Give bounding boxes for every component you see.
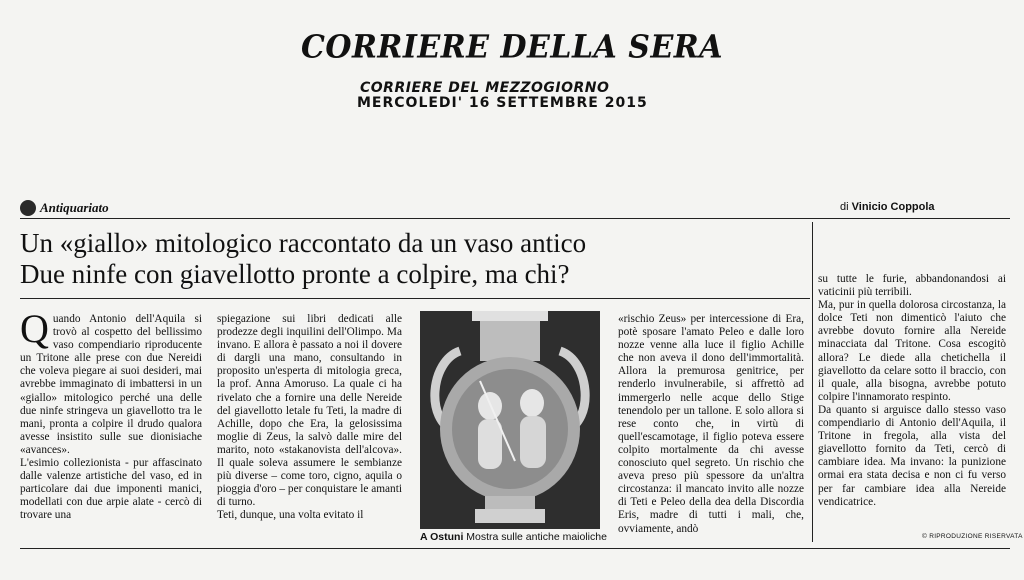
headline-line-2: Due ninfe con giavellotto pronte a colpire, ma chi?: [20, 259, 570, 289]
top-rule: [20, 218, 1010, 219]
copyright-notice: © RIPRODUZIONE RISERVATA: [922, 533, 1023, 540]
headline-line-1: Un «giallo» mitologico raccontato da un vaso antico: [20, 228, 587, 258]
article-column-3: [618, 313, 804, 536]
column-4-paragraph-3: Da quanto si arguisce dallo stesso vaso compendiario di Antonio dell'Aquila, il Tritone in fregola, alla vista del giavellotto fornito da Teti, cercò di cambiare idea. Ma invano: la punizione ormai era stata decisa e non ci fu verso per far cambiare idea alla Nereide vendicatrice.: [818, 403, 1006, 508]
photo-caption: [420, 531, 607, 543]
headline: [20, 228, 800, 290]
column-1-paragraph-1: uando Antonio dell'Aquila si trovò al cospetto del bellissimo vaso compendiario riproducente un Tritone alle prese con due Nereidi che voleva piegare ai suoi desideri, mai avrebbe immaginato di imbattersi in un «giallo» mitologico perché una delle due ninfe stringeva un giavellotto tra le mani, pronta a colpire il drudo qualora avesse insistito sulle sue dionisiache «avances».: [20, 313, 202, 456]
drop-cap: Q: [20, 306, 49, 351]
byline-author: Vinicio Coppola: [851, 201, 935, 213]
column-4-paragraph-1: su tutte le furie, abbandonandosi ai vaticinii più terribili.: [818, 273, 1006, 299]
column-2-paragraph-2: Teti, dunque, una volta evitato il: [217, 509, 364, 522]
byline-prefix: di: [840, 201, 849, 213]
caption-place: A Ostuni: [420, 531, 464, 543]
vase-illustration: [420, 311, 600, 529]
article-column-2: [217, 313, 402, 523]
article-column-1: [20, 306, 202, 523]
edition-name: CORRIERE DEL MEZZOGIORNO: [360, 80, 610, 96]
section-tag: [20, 200, 109, 216]
publication-date: MERCOLEDI' 16 SETTEMBRE 2015: [357, 95, 648, 111]
article-column-4: [818, 273, 1006, 509]
bottom-rule: [20, 548, 1010, 549]
vase-photo: [420, 311, 600, 529]
headline-rule: [20, 298, 810, 299]
byline: [840, 201, 935, 213]
caption-text: Mostra sulle antiche maioliche: [466, 531, 607, 543]
column-3-paragraph-1: «rischio Zeus» per intercessione di Era, potè sposare l'amato Peleo e dalle loro nozze venne alla luce il figlio Achille che non aveva il dono dell'immortalità. Allora la premurosa genitrice, per renderlo invulnerabile, si affrettò ad immergerlo nelle acque dello Stige tenendolo per un tallone. E solo allora si rese conto che, in virtù di quell'escamotage, il figlio poteva essere colpito mortalmente da chi avesse conosciuto quel segreto. Un rischio che aveva preso più spessore da un'altra circostanza: il mancato invito alle nozze di Teti e Peleo della dea della Discordia Eris, madre di tutti i mali, che, ovviamente, andò: [618, 313, 804, 535]
column-divider-right: [812, 222, 813, 542]
section-label: Antiquariato: [40, 200, 109, 215]
newspaper-masthead: CORRIERE DELLA SERA: [300, 29, 724, 66]
column-4-paragraph-2: Ma, pur in quella dolorosa circostanza, la dolce Teti non dimenticò l'aiuto che avrebbe dovuto fornire alla Nereide minacciata dal Tritone. Cosa escogitò allora? Le diede alla chetichella il giavellotto da celare sotto il braccio, con il quale, alla bisogna, avrebbe potuto colpire l'innamorato respinto.: [818, 299, 1006, 403]
column-2-paragraph-1: spiegazione sui libri dedicati alle prodezze degli inquilini dell'Olimpo. Ma invano. E allora è passato a noi il dovere di dargli una mano, consultando in proposito un'esperta di mitologia greca, la prof. Anna Amoruso. La quale ci ha rivelato che a fornire una delle Nereide del giavellotto letale fu Teti, la madre di Achille, dopo che Era, la gelosissima moglie di Zeus, la salvò dalle mire del marito, noto «stakanovista dell'alcova». Il quale soleva assumere le sembianze più diverse – come toro, cigno, aquila o pioggia d'oro – per conquistare le amanti di turno.: [217, 313, 402, 509]
column-1-paragraph-2: L'esimio collezionista - pur affascinato dalle valenze artistiche del vaso, ed in particolare dai due imponenti manici, modellati con due arpie alate - cercò di trovare una: [20, 457, 202, 522]
section-dot-icon: [20, 200, 36, 216]
